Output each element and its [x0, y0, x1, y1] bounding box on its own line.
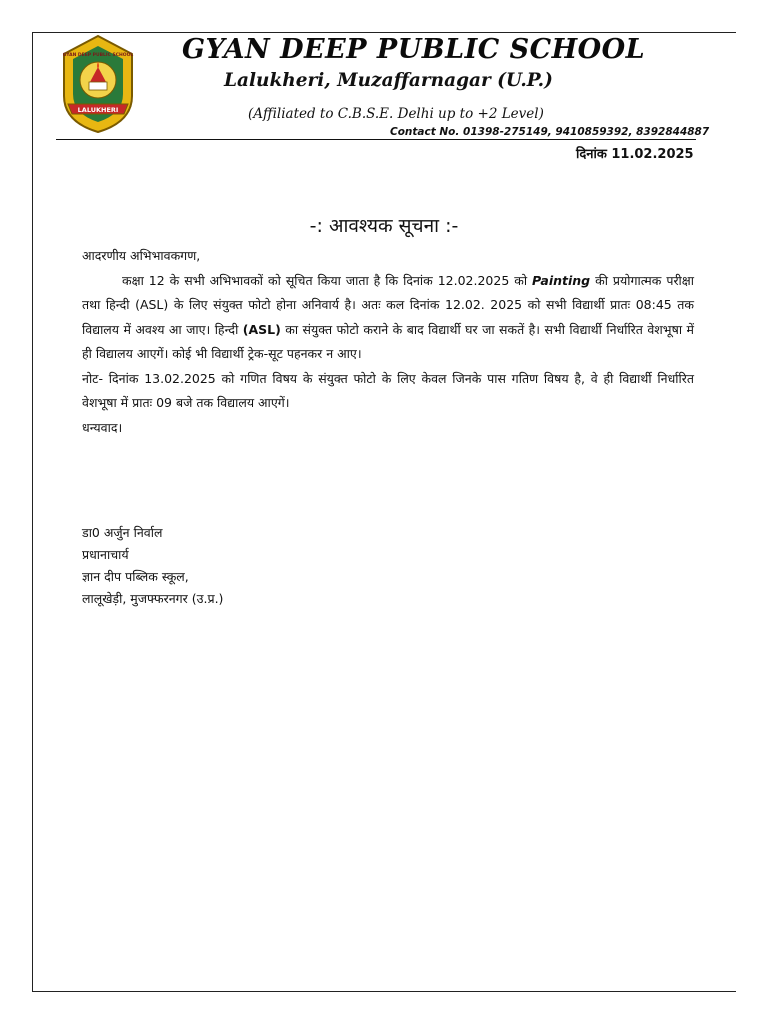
paragraph-text: की प्रयोगात्मक परीक्षा तथा हिन्दी (ASL) के लिए संयुक्त फोटो होना अनिवार्य है। अतः कल दिनांक 12.02. 2025 को सभी विद्यार्थी प्रातः 08:45 तक विद्यालय में अवश्य आ जाए। हिन्दी: [82, 272, 694, 337]
signatory-designation: प्रधानाचार्य: [82, 547, 129, 562]
contact-numbers: Contact No. 01398-275149, 9410859392, 8392844887: [390, 126, 710, 138]
school-name: GYAN DEEP PUBLIC SCHOOL: [182, 34, 646, 65]
school-logo: [62, 34, 134, 134]
thanks-line: धन्यवाद।: [82, 419, 123, 435]
notice-paragraph: [82, 269, 694, 367]
paragraph-emphasis: Painting: [532, 272, 591, 288]
paragraph-text: कक्षा 12 के सभी अभिभावकों को सूचित किया जाता है कि दिनांक 12.02.2025 को: [122, 272, 533, 288]
salutation: आदरणीय अभिभावकगण,: [82, 248, 201, 263]
note-paragraph: नोट- दिनांक 13.02.2025 को गणित विषय के संयुक्त फोटो के लिए केवल जिनके पास गतिण विषय है, वे ही विद्यार्थी निर्धारित वेशभूषा में प्रातः 09 बजे तक विद्यालय आएगें।: [82, 370, 694, 410]
paragraph-text: का संयुक्त फोटो कराने के बाद विद्यार्थी घर जा सकतें है। सभी विद्यार्थी निर्धारित वेशभूषा में ही विद्यालय आएगें। कोई भी विद्यार्थी ट्रेक-सूट पहनकर न आए।: [82, 321, 694, 361]
logo-top-text: GYAN DEEP PUBLIC SCHOOL: [62, 53, 134, 58]
signatory-address: लालूखेड़ी, मुजफ्फरनगर (उ.प्र.): [82, 591, 224, 606]
notice-date: दिनांक 11.02.2025: [576, 147, 694, 162]
signatory-name: डा0 अर्जुन निर्वाल: [82, 525, 163, 540]
header-divider: [56, 139, 696, 140]
notice-title: -: आवश्यक सूचना :-: [309, 215, 459, 237]
paragraph-emphasis: (ASL): [242, 321, 281, 337]
school-location: Lalukheri, Muzaffarnagar (U.P.): [224, 70, 553, 91]
page-border: [32, 32, 736, 992]
signature-block: [82, 522, 223, 610]
affiliation-text: (Affiliated to C.B.S.E. Delhi up to +2 Level): [248, 106, 544, 122]
signatory-school: ज्ञान दीप पब्लिक स्कूल,: [82, 569, 189, 584]
notice-body: [82, 244, 694, 440]
logo-ribbon-text: LALUKHERI: [77, 106, 119, 114]
